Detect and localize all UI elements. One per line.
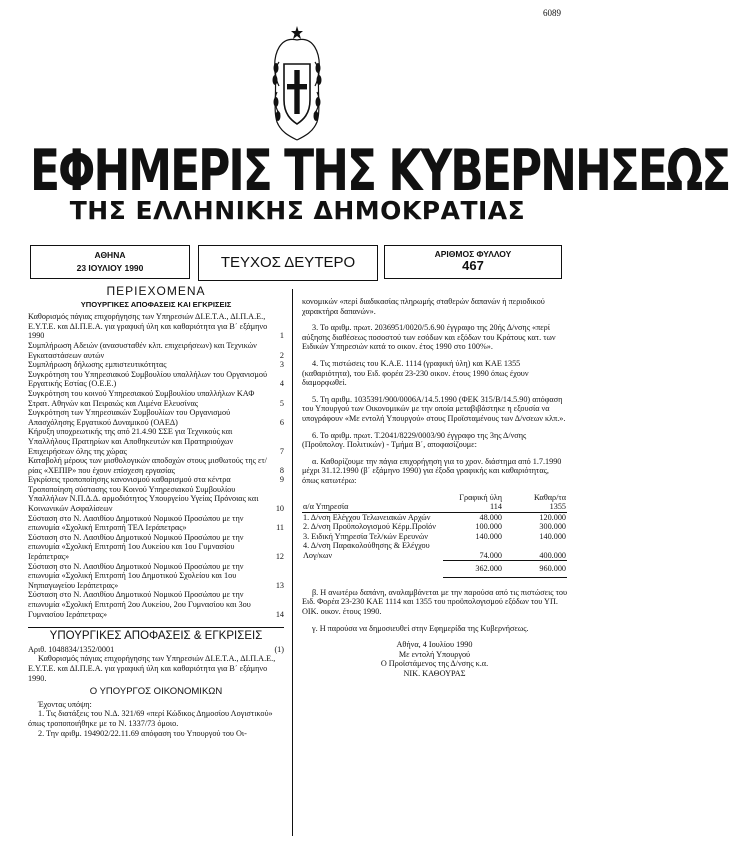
right-column — [302, 297, 567, 679]
decision-subject: Καθορισμός πάγιας επιχορήγησης των Υπηρεσιών ΔΙ.Ε.Τ.Α., ΔΙ.Π.Α.Ε., Ε.Υ.Τ.Ε. και ΔΙ.Π.Ε.Α. για γραφική ύλη και καθαριότητα για Β΄ εξάμηνο 1990. — [28, 654, 276, 683]
table-row: 4. Δ/νση Παρακολούθησης & Ελέγχου Λογ/κων 74.000 400.000 — [303, 541, 566, 561]
issue-date: 23 ΙΟΥΛΙΟΥ 1990 — [76, 263, 144, 273]
total-col-b: 960.000 — [503, 561, 567, 578]
page-number: 6089 — [543, 8, 561, 18]
issue-number-label: ΑΡΙΘΜΟΣ ΦΥΛΛΟΥ — [434, 249, 512, 259]
issue-city: ΑΘΗΝΑ — [94, 250, 126, 260]
ministry-heading: Ο ΥΠΟΥΡΓΟΣ ΟΙΚΟΝΟΜΙΚΩΝ — [89, 686, 223, 698]
table-header-col-a: Γραφική ύλη 114 — [443, 493, 503, 513]
decision-ref: Αριθ. 1048834/1352/0001 — [28, 644, 115, 654]
allocation-table — [302, 493, 567, 578]
contents-entry: Σύσταση στο Ν. Λασιθίου Δημοτικού Νομικού Προσώπου με την επωνυμία «Σχολική Επιτροπή 1ου Δημοτικού Σχολείου και 1ου Νηπιαγωγείου Ιεράπετρας» 13 — [28, 561, 284, 590]
table-header-col-b: Καθαρ/τα 1355 — [503, 493, 567, 513]
table-header-row — [302, 493, 567, 513]
recital-6: 6. Το αριθμ. πρωτ. Τ.2041/8229/0003/90 έγγραφο της 3ης Δ/νσης (Προϋπολογ. Πολιτικών) - Τμήμα Β΄, αποφασίζουμε: — [302, 430, 527, 450]
column-divider — [292, 289, 293, 836]
table-row: 1. Δ/νση Ελέγχου Τελωνειακών Αρχών 48.000 120.000 — [303, 512, 566, 522]
contents-entry: Εγκρίσεις τροποποίησης κανονισμού καθαρισμού στα κέντρα 9 — [28, 475, 284, 485]
issue-city-date-box — [30, 245, 190, 279]
recital-1: 1. Τις διατάξεις του Ν.Δ. 321/69 «περί Κώδικος Δημοσίου Λογιστικού» όπως τροποποιήθηκε με το Ν. 1337/73 όμοιο. — [28, 709, 273, 728]
contents-entry: Κήρυξη υποχρεωτικής της από 21.4.90 ΣΣΕ για Τεχνικούς και Υπαλλήλους Πρατηρίων και Αποθηκευτών και Πρατηριούχων Επιχειρήσεων όλης της χώρας 7 — [28, 427, 284, 456]
decision-clause-a: α. Καθορίζουμε την πάγια επιχορήγηση για το χρον. διάστημα από 1.7.1990 μέχρι 31.12.1990 (β΄ εξάμηνο 1990) για έξοδα γραφικής και καθαριότητας, όπως κατωτέρω: — [302, 456, 562, 485]
having-regard-label: Έχοντας υπόψη: — [38, 699, 92, 709]
decision-ref-number: (1) — [274, 644, 284, 654]
contents-entry: Σύσταση στο Ν. Λασιθίου Δημοτικού Νομικού Προσώπου με την επωνυμία «Σχολική Επιτροπή 1ου Λυκείου και 1ου Γυμνασίου Ιεράπετρας» 12 — [28, 532, 284, 562]
contents-entry: Σύσταση στο Ν. Λασιθίου Δημοτικού Νομικού Προσώπου με την επωνυμία «Σχολική Επιτροπή ΤΕΛ Ιεράπετρας» 11 — [28, 513, 284, 533]
signatory-order: Με εντολή Υπουργού — [398, 649, 471, 659]
place-date: Αθήνα, 4 Ιουλίου 1990 — [396, 640, 473, 650]
coat-of-arms-emblem — [267, 22, 327, 147]
contents-section-heading: ΥΠΟΥΡΓΙΚΕΣ ΑΠΟΦΑΣΕΙΣ ΚΑΙ ΕΓΚΡΙΣΕΙΣ — [80, 299, 232, 309]
recital-5: 5. Τη αριθμ. 1035391/900/0006Α/14.5.1990 (ΦΕΚ 315/Β/14.5.90) απόφαση του Υπουργού των Οικονομικών με την οποία μεταβιβάστηκε η εξουσία να υπογράφουν «Με εντολή Υπουργού» στους Προϊσταμένους των Δ/νσεων κλπ.». — [302, 394, 566, 423]
contents-entry: Συμπλήρωση δήλωσης εμπιστευτικότητας 3 — [28, 360, 284, 370]
issue-number-box — [384, 245, 562, 279]
signatory-title: Ο Προϊστάμενος της Δ/νσης κ.α. — [380, 659, 489, 669]
masthead-title: ΕΦΗΜΕΡΙΣ ΤΗΣ ΚΥΒΕΡΝΗΣΕΩΣ — [30, 138, 729, 205]
left-column — [28, 284, 284, 738]
contents-entry: Συγκρότηση των Υπηρεσιακών Συμβουλίων του Οργανισμού Απασχόλησης Εργατικού Δυναμικού (ΟΑΕΔ) 6 — [28, 408, 284, 427]
table-header-service: α/α Υπηρεσία — [302, 493, 443, 513]
decision-clause-c: γ. Η παρούσα να δημοσιευθεί στην Εφημερίδα της Κυβερνήσεως. — [312, 623, 529, 633]
total-col-a: 362.000 — [443, 561, 503, 578]
decision-clause-b: β. Η ανωτέρω δαπάνη, αναλαμβάνεται με την παρούσα από τις πιστώσεις του Ειδ. Φορέα 23-230 ΚΑΕ 1114 και 1355 του προϋπολογισμού εξόδων του ΥΠ. ΟΙΚ. οικον. έτους 1990. — [302, 587, 568, 616]
issue-series: ΤΕΥΧΟΣ ΔΕΥΤΕΡΟ — [198, 245, 378, 281]
decisions-heading: ΥΠΟΥΡΓΙΚΕΣ ΑΠΟΦΑΣΕΙΣ & ΕΓΚΡΙΣΕΙΣ — [28, 627, 284, 642]
contents-entry: Καθορισμός πάγιας επιχορήγησης των Υπηρεσιών ΔΙ.Ε.Τ.Α., ΔΙ.Π.Α.Ε., Ε.Υ.Τ.Ε. και ΔΙ.Π.Ε.Α. για γραφική ύλη και καθαριότητα για Β΄ εξάμηνο 1990 1 — [28, 312, 284, 341]
recital-2: 2. Την αριθμ. 194902/22.11.69 απόφαση του Υπουργού του Οι- — [38, 728, 247, 738]
contents-entry: Συμπλήρωση Αδειών (ανασυσταθέν κλπ. επιχειρήσεων) και Τεχνικών Εγκαταστάσεων αυτών 2 — [28, 340, 284, 360]
table-total-row — [302, 561, 567, 578]
masthead-subtitle: ΤΗΣ ΕΛΛΗΝΙΚΗΣ ΔΗΜΟΚΡΑΤΙΑΣ — [69, 196, 526, 225]
contents-entry: Καταβολή μέρους των μισθολογικών αποδοχών στους μισθωτούς της ετ/ρίας «ΧΕΠΙΡ» που έχουν επίσχεση εργασίας 8 — [28, 456, 284, 475]
table-row: 2. Δ/νση Προϋπολογισμού Κέρμ.Προϊόν 100.000 300.000 — [303, 522, 566, 532]
issue-number: 467 — [462, 258, 484, 273]
contents-entry: Συγκρότηση του κοινού Υπηρεσιακού Συμβουλίου υπαλλήλων ΚΑΦ Στρατ. Αθηνών και Πειραιώς και Λιμένα Ελευσίνας 5 — [28, 388, 284, 408]
contents-heading: ΠΕΡΙΕΧΟΜΕΝΑ — [106, 284, 206, 298]
signatory-name: ΝΙΚ. ΚΑΘΟΥΡΑΣ — [403, 668, 466, 678]
recital-3: 3. Το αριθμ. πρωτ. 2036951/0020/5.6.90 έγγραφο της 20ής Δ/νσης «περί αύξησης διαθέσεως ποσοστού των εσόδων και εξόδων του Κράτους κατ. των Ειδικών Υπηρεσιών κατά το οικον. έτος 1990 στο 100%». — [302, 323, 556, 352]
recital-4: 4. Τις πιστώσεις του Κ.Α.Ε. 1114 (γραφική ύλη) και ΚΑΕ 1355 (καθαριότητα), του Ειδ. φορέα 23-230 οικον. έτους 1990 όπως έχουν διαμορφωθεί. — [302, 358, 529, 388]
table-row: 3. Ειδική Υπηρεσία Τελ/κών Ερευνών 140.000 140.000 — [303, 531, 566, 541]
contents-list — [28, 312, 284, 619]
contents-entry: Σύσταση στο Ν. Λασιθίου Δημοτικού Νομικού Προσώπου με την επωνυμία «Σχολική Επιτροπή 2ου Λυκείου, 2ου Γυμνασίου και 3ου Γυμνασίου Ιεράπετρας» 14 — [28, 590, 284, 619]
decision-ref-row — [28, 645, 284, 655]
contents-entry: Τροποποίηση σύστασης του Κοινού Υπηρεσιακού Συμβουλίου Υπαλλήλων Ν.Π.Δ.Δ. αρμοδιότητος Υπουργείου Υγείας Πρόνοιας και Κοινωνικών Ασφαλίσεων 10 — [28, 484, 284, 514]
recital-2-continued: κονομικών «περί διαδικασίας πληρωμής σταθερών δαπανών ή περιοδικού χαρακτήρα δαπανών». — [302, 297, 545, 316]
contents-entry: Συγκρότηση του Υπηρεσιακού Συμβουλίου υπαλλήλων του Οργανισμού Εργατικής Εστίας (Ο.Ε.Ε.) 4 — [28, 369, 284, 389]
